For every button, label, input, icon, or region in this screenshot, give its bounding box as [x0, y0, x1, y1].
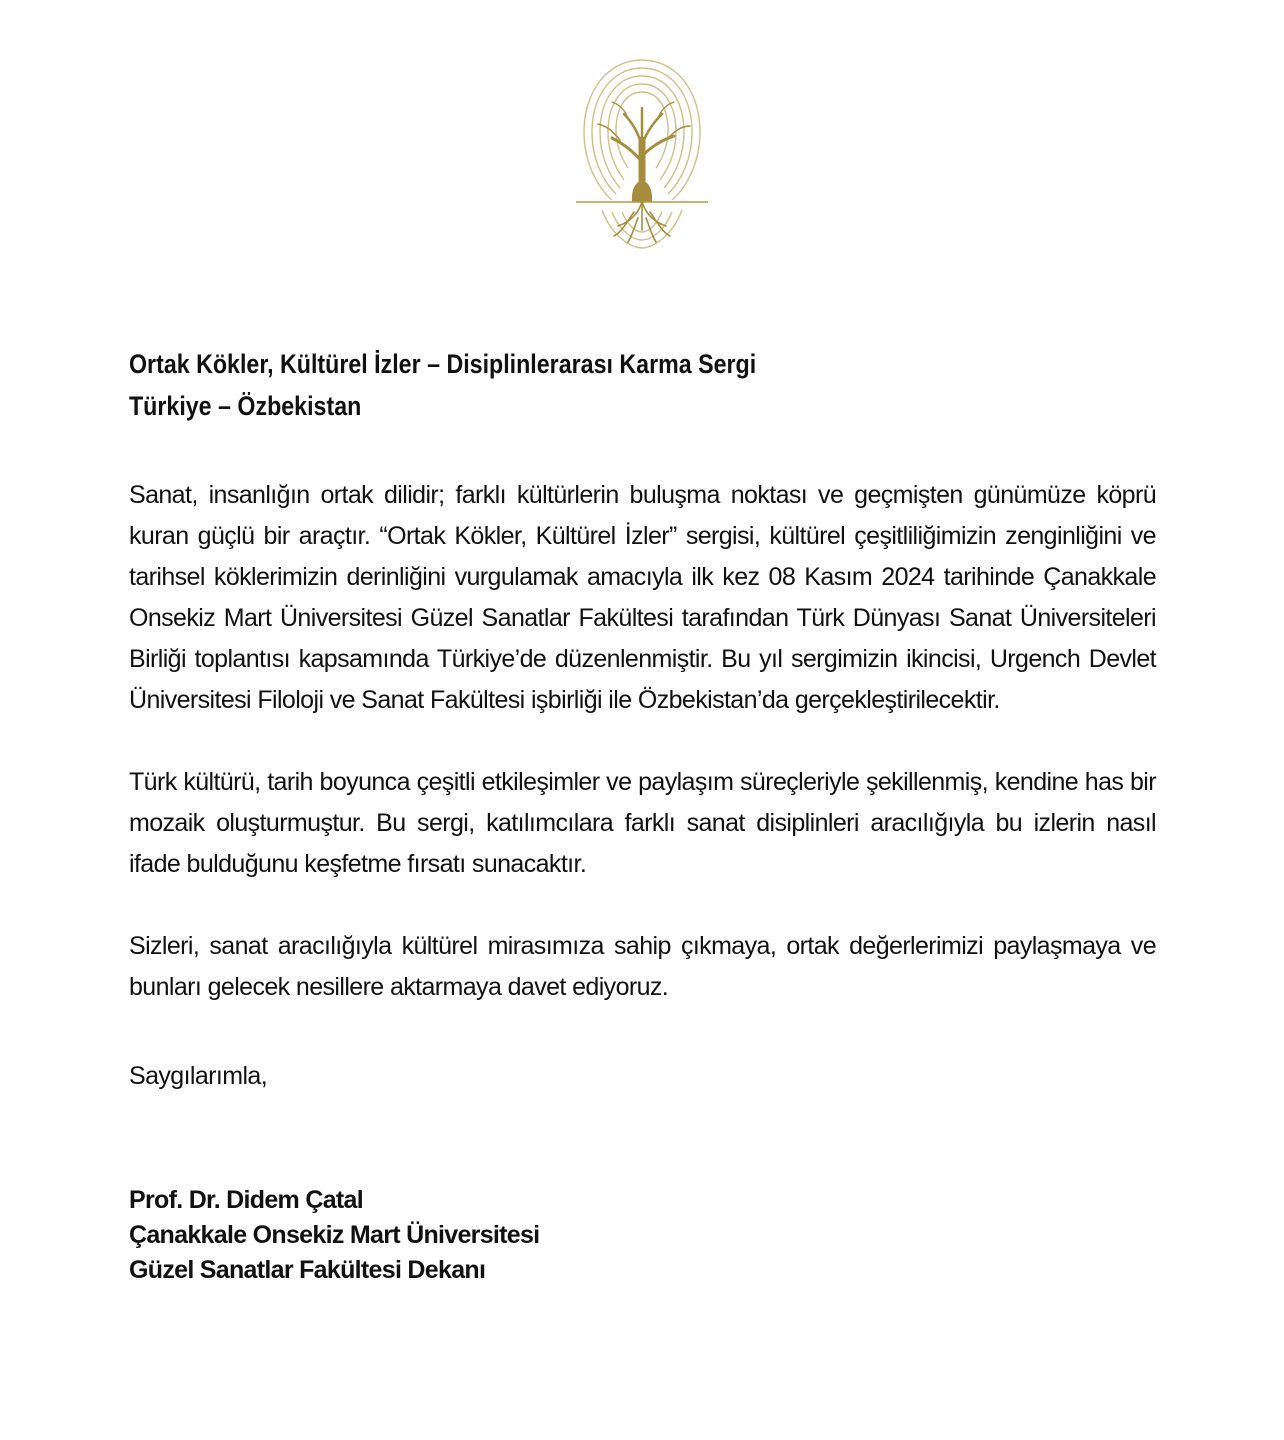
closing-salutation: Saygılarımla, — [129, 1062, 268, 1090]
signature-institution: Çanakkale Onsekiz Mart Üniversitesi — [129, 1221, 540, 1249]
title-line-2: Türkiye – Özbekistan — [129, 391, 362, 421]
letter-content — [129, 343, 1156, 1288]
title-block — [129, 343, 1156, 427]
signature-position: Güzel Sanatlar Fakültesi Dekanı — [129, 1256, 486, 1284]
logo — [572, 52, 712, 254]
tree-with-roots-fingerprint-icon — [572, 52, 712, 254]
signature-block — [129, 1183, 1156, 1288]
signature-name: Prof. Dr. Didem Çatal — [129, 1186, 363, 1214]
body-paragraph-2: Türk kültürü, tarih boyunca çeşitli etkileşimler ve paylaşım süreçleriyle şekillenmiş, kendine has bir mozaik oluşturmuştur. Bu sergi, katılımcılara farklı sanat disiplinleri aracılığıyla bu izlerin nasıl ifade bulduğunu keşfetme fırsatı sunacaktır. — [129, 768, 1156, 878]
body-paragraph-1: Sanat, insanlığın ortak dilidir; farklı kültürlerin buluşma noktası ve geçmişten günümüze köprü kuran güçlü bir araçtır. “Ortak Kökler, Kültürel İzler” sergisi, kültürel çeşitliliğimizin zenginliğini ve tarihsel köklerimizin derinliğini vurgulamak amacıyla ilk kez 08 Kasım 2024 tarihinde Çanakkale Onsekiz Mart Üniversitesi Güzel Sanatlar Fakültesi tarafından Türk Dünyası Sanat Üniversiteleri Birliği toplantısı kapsamında Türkiye’de düzenlenmiştir. Bu yıl sergimizin ikincisi, Urgench Devlet Üniversitesi Filoloji ve Sanat Fakültesi işbirliği ile Özbekistan’da gerçekleştirilecektir. — [129, 481, 1156, 714]
title-line-1: Ortak Kökler, Kültürel İzler – Disiplinlerarası Karma Sergi — [129, 349, 757, 379]
body-paragraph-3: Sizleri, sanat aracılığıyla kültürel mirasımıza sahip çıkmaya, ortak değerlerimizi paylaşmaya ve bunları gelecek nesillere aktarmaya davet ediyoruz. — [129, 932, 1156, 1001]
